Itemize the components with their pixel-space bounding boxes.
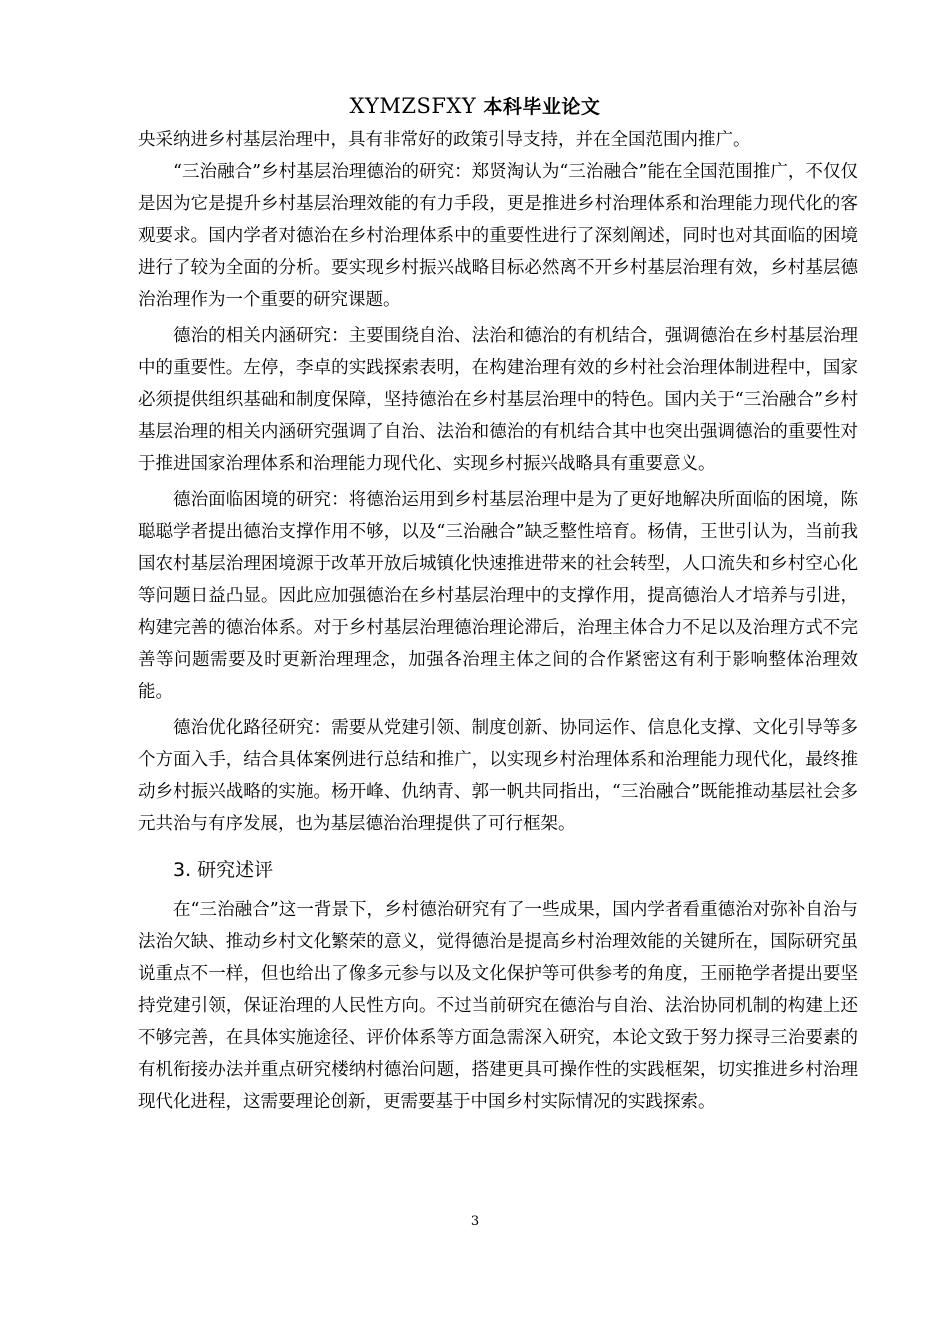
paragraph-connotation-research: 德治的相关内涵研究：主要围绕自治、法治和德治的有机结合，强调德治在乡村基层治理中的重要性。左停，李卓的实践探索表明，在构建治理有效的乡村社会治理体制进程中，国家必须提供组织基础和制度保障，坚持德治在乡村基层治理中的特色。国内关于“三治融合”乡村基层治理的相关内涵研究强调了自治、法治和德治的有机结合其中也突出强调德治的重要性对于推进国家治理体系和治理能力现代化、实现乡村振兴战略具有重要意义。 — [138, 326, 858, 474]
body-text — [138, 124, 858, 1118]
header-title-latin: XYMZSFXY — [349, 94, 477, 118]
paragraph-optimization-research: 德治优化路径研究：需要从党建引领、制度创新、协同运作、信息化支撑、文化引导等多个方面入手，结合具体案例进行总结和推广，以实现乡村治理体系和治理能力现代化，最终推动乡村振兴战略的实施。杨开峰、仇纳青、郭一帆共同指出，“三治融合”既能推动基层社会多元共治与有序发展，也为基层德治治理提供了可行框架。 — [138, 718, 858, 834]
paragraph-continuation: 央采纳进乡村基层治理中，具有非常好的政策引导支持，并在全国范围内推广。 — [138, 130, 751, 150]
running-header — [0, 92, 950, 121]
page-number: 3 — [470, 1214, 480, 1229]
paragraph-review: 在“三治融合”这一背景下，乡村德治研究有了一些成果，国内学者看重德治对弥补自治与法治欠缺、推动乡村文化繁荣的意义，觉得德治是提高乡村治理效能的关键所在，国际研究虽说重点不一样，但也给出了像多元参与以及文化保护等可供参考的角度，王丽艳学者提出要坚持党建引领，保证治理的人民性方向。不过当前研究在德治与自治、法治协同机制的构建上还不够完善，在具体实施途径、评价体系等方面急需深入研究，本论文致于努力探寻三治要素的有机衔接办法并重点研究楼纳村德治问题，搭建更具可操作性的实践框架，切实推进乡村治理现代化进程，这需要理论创新，更需要基于中国乡村实际情况的实践探索。 — [138, 900, 858, 1112]
header-title-cn: 本科毕业论文 — [483, 96, 601, 118]
paragraph-dilemma-research: 德治面临困境的研究：将德治运用到乡村基层治理中是为了更好地解决所面临的困境，陈聪聪学者提出德治支撑作用不够，以及“三治融合”缺乏整性培育。杨倩，王世引认为，当前我国农村基层治理困境源于改革开放后城镇化快速推进带来的社会转型，人口流失和乡村空心化等问题日益凸显。因此应加强德治在乡村基层治理中的支撑作用，提高德治人才培养与引进，构建完善的德治体系。对于乡村基层治理德治理论滞后，治理主体合力不足以及治理方式不完善等问题需要及时更新治理理念，加强各治理主体之间的合作紧密这有利于影响整体治理效能。 — [138, 490, 858, 702]
paragraph-sanzhi-research: “三治融合”乡村基层治理德治的研究：郑贤淘认为“三治融合”能在全国范围推广，不仅仅是因为它是提升乡村基层治理效能的有力手段，更是推进乡村治理体系和治理能力现代化的客观要求。国内学者对德治在乡村治理体系中的重要性进行了深刻阐述，同时也对其面临的困境进行了较为全面的分析。要实现乡村振兴战略目标必然离不开乡村基层治理有效，乡村基层德治治理作为一个重要的研究课题。 — [138, 162, 858, 310]
section-heading: 3. 研究述评 — [173, 859, 274, 881]
